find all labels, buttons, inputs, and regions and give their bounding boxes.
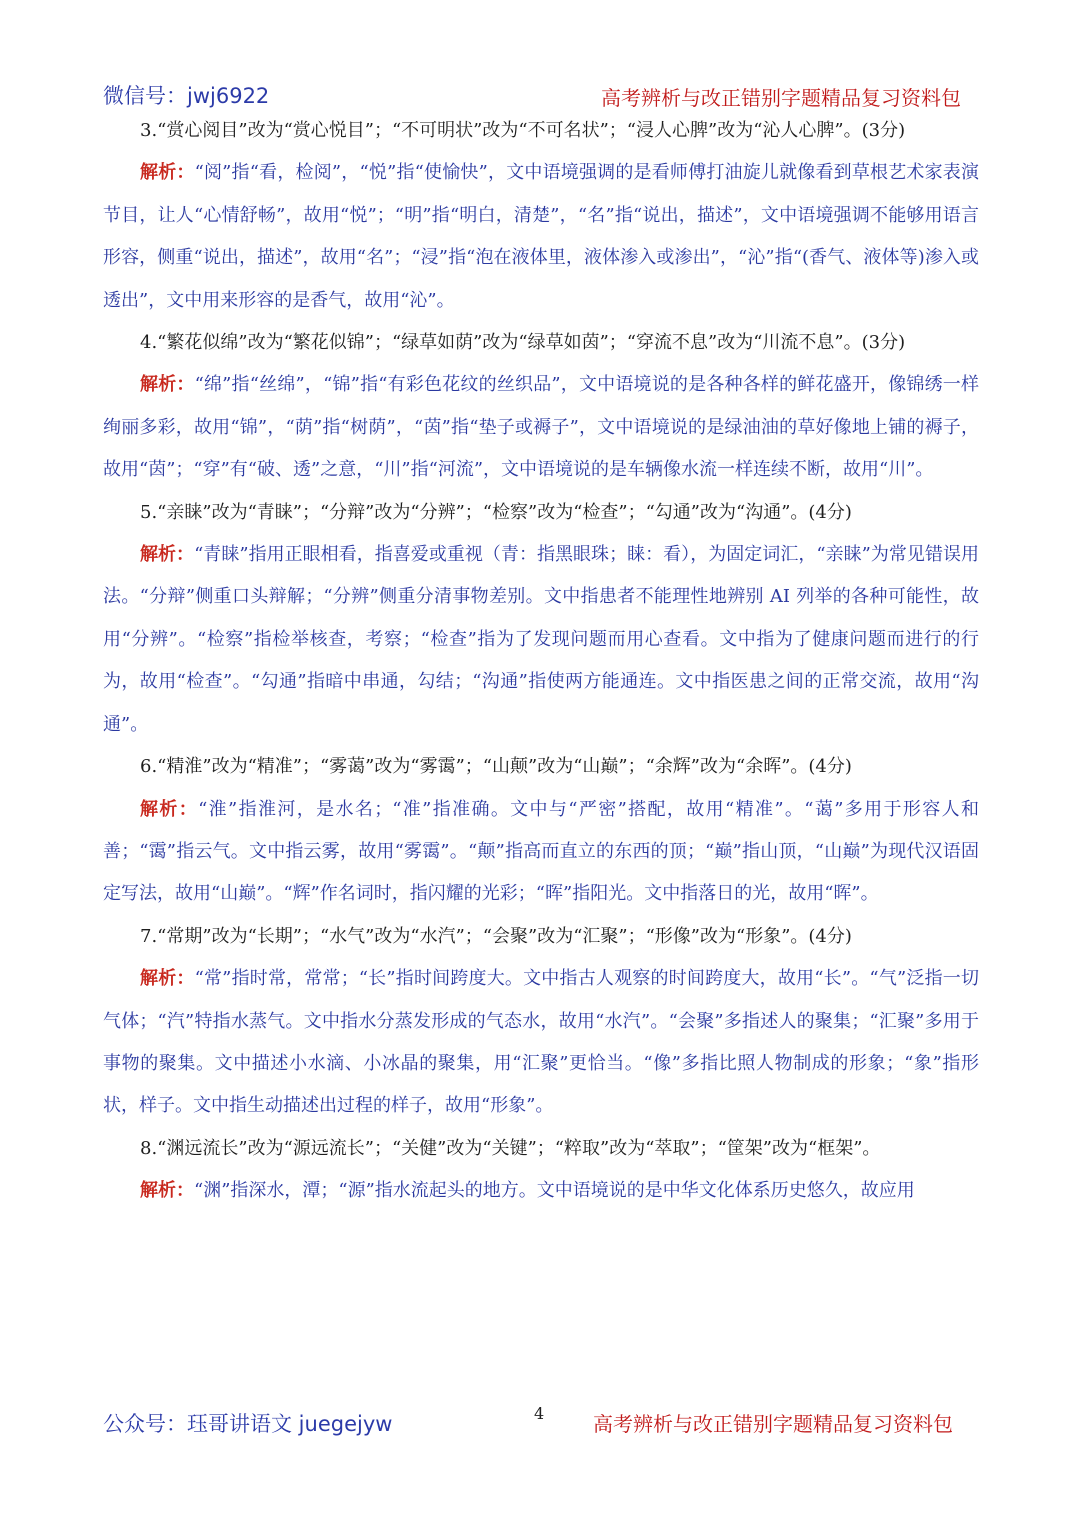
question-4: 4.“繁花似绵”改为“繁花似锦”；“绿草如荫”改为“绿草如茵”；“穿流不息”改为“川流不息”。(3分): [140, 332, 906, 354]
analysis-7: [103, 958, 979, 1128]
analysis-label: 解析：: [140, 162, 195, 184]
analysis-text: “青睐”指用正眼相看，指喜爱或重视（青：指黑眼珠；睐：看），为固定词汇，“亲睐”为常见错误用法。“分辩”侧重口头辩解；“分辨”侧重分清事物差别。文中指患者不能理性地辨别 AI 列举的各种可能性，故用“分辨”。“检察”指检举核查，考察；“检查”指为了发现问题而用心查看。文中指为了健康问题而进行的行为，故用“检查”。“勾通”指暗中串通，勾结；“沟通”指使两方能通连。文中指医患之间的正常交流，故用“沟通”。: [103, 544, 979, 735]
analysis-text: “阅”指“看，检阅”，“悦”指“使愉快”，文中语境强调的是看师傅打油旋儿就像看到草根艺术家表演节目，让人“心情舒畅”，故用“悦”；“明”指“明白，清楚”，“名”指“说出，描述”，文中语境强调不能够用语言形容，侧重“说出，描述”，故用“名”；“浸”指“泡在液体里，液体渗入或渗出”，“沁”指“(香气、液体等)渗入或透出”，文中用来形容的是香气，故用“沁”。: [103, 162, 979, 311]
header-wechat-id: 微信号：jwj6922: [103, 84, 270, 108]
analysis-text: “淮”指淮河，是水名；“准”指准确。文中与“严密”搭配，故用“精准”。“蔼”多用于形容人和善；“霭”指云气。文中指云雾，故用“雾霭”。“颠”指高而直立的东西的顶；“巅”指山顶，“山巅”为现代汉语固定写法，故用“山巅”。“辉”作名词时，指闪耀的光彩；“晖”指阳光。文中指落日的光，故用“晖”。: [103, 798, 979, 905]
analysis-label: 解析：: [140, 798, 199, 820]
question-5: 5.“亲睐”改为“青睐”；“分辩”改为“分辨”；“检察”改为“检查”；“勾通”改为“沟通”。(4分): [140, 501, 852, 523]
analysis-8: [103, 1170, 979, 1212]
analysis-text: “常”指时常，常常；“长”指时间跨度大。文中指古人观察的时间跨度大，故用“长”。“气”泛指一切气体；“汽”特指水蒸气。文中指水分蒸发形成的气态水，故用“水汽”。“会聚”多指述人的聚集；“汇聚”多用于事物的聚集。文中描述小水滴、小冰晶的聚集，用“汇聚”更恰当。“像”多指比照人物制成的形象；“象”指形状，样子。文中指生动描述出过程的样子，故用“形象”。: [103, 968, 979, 1117]
question-8: 8.“渊远流长”改为“源远流长”；“关健”改为“关键”；“粹取”改为“萃取”；“筐架”改为“框架”。: [140, 1137, 881, 1159]
analysis-3: [103, 152, 979, 322]
analysis-text: “渊”指深水，潭；“源”指水流起头的地方。文中语境说的是中华文化体系历史悠久，故应用: [194, 1180, 915, 1202]
footer-title: 高考辨析与改正错别字题精品复习资料包: [593, 1412, 953, 1436]
analysis-5: [103, 534, 979, 746]
analysis-label: 解析：: [140, 1180, 194, 1202]
analysis-text: “绵”指“丝绵”，“锦”指“有彩色花纹的丝织品”，文中语境说的是各种各样的鲜花盛开，像锦绣一样绚丽多彩，故用“锦”，“荫”指“树荫”，“茵”指“垫子或褥子”，文中语境说的是绿油油的草好像地上铺的褥子，故用“茵”；“穿”有“破、透”之意，“川”指“河流”，文中语境说的是车辆像水流一样连续不断，故用“川”。: [103, 374, 979, 481]
analysis-label: 解析：: [140, 374, 195, 396]
analysis-4: [103, 364, 979, 491]
analysis-label: 解析：: [140, 968, 195, 990]
analysis-label: 解析：: [140, 544, 195, 566]
document-body: [103, 110, 979, 1213]
question-3: 3.“赏心阅目”改为“赏心悦目”；“不可明状”改为“不可名状”；“浸人心脾”改为“沁人心脾”。(3分): [140, 120, 906, 141]
analysis-6: [103, 789, 979, 916]
footer-account: 公众号：珏哥讲语文 juegejyw: [103, 1412, 393, 1436]
page-number: 4: [534, 1404, 545, 1423]
header-title: 高考辨析与改正错别字题精品复习资料包: [601, 86, 961, 110]
question-6: 6.“精淮”改为“精准”；“雾蔼”改为“雾霭”；“山颠”改为“山巅”；“余辉”改为“余晖”。(4分): [140, 756, 852, 778]
question-7: 7.“常期”改为“长期”；“水气”改为“水汽”；“会聚”改为“汇聚”；“形像”改为“形象”。(4分): [140, 925, 852, 947]
